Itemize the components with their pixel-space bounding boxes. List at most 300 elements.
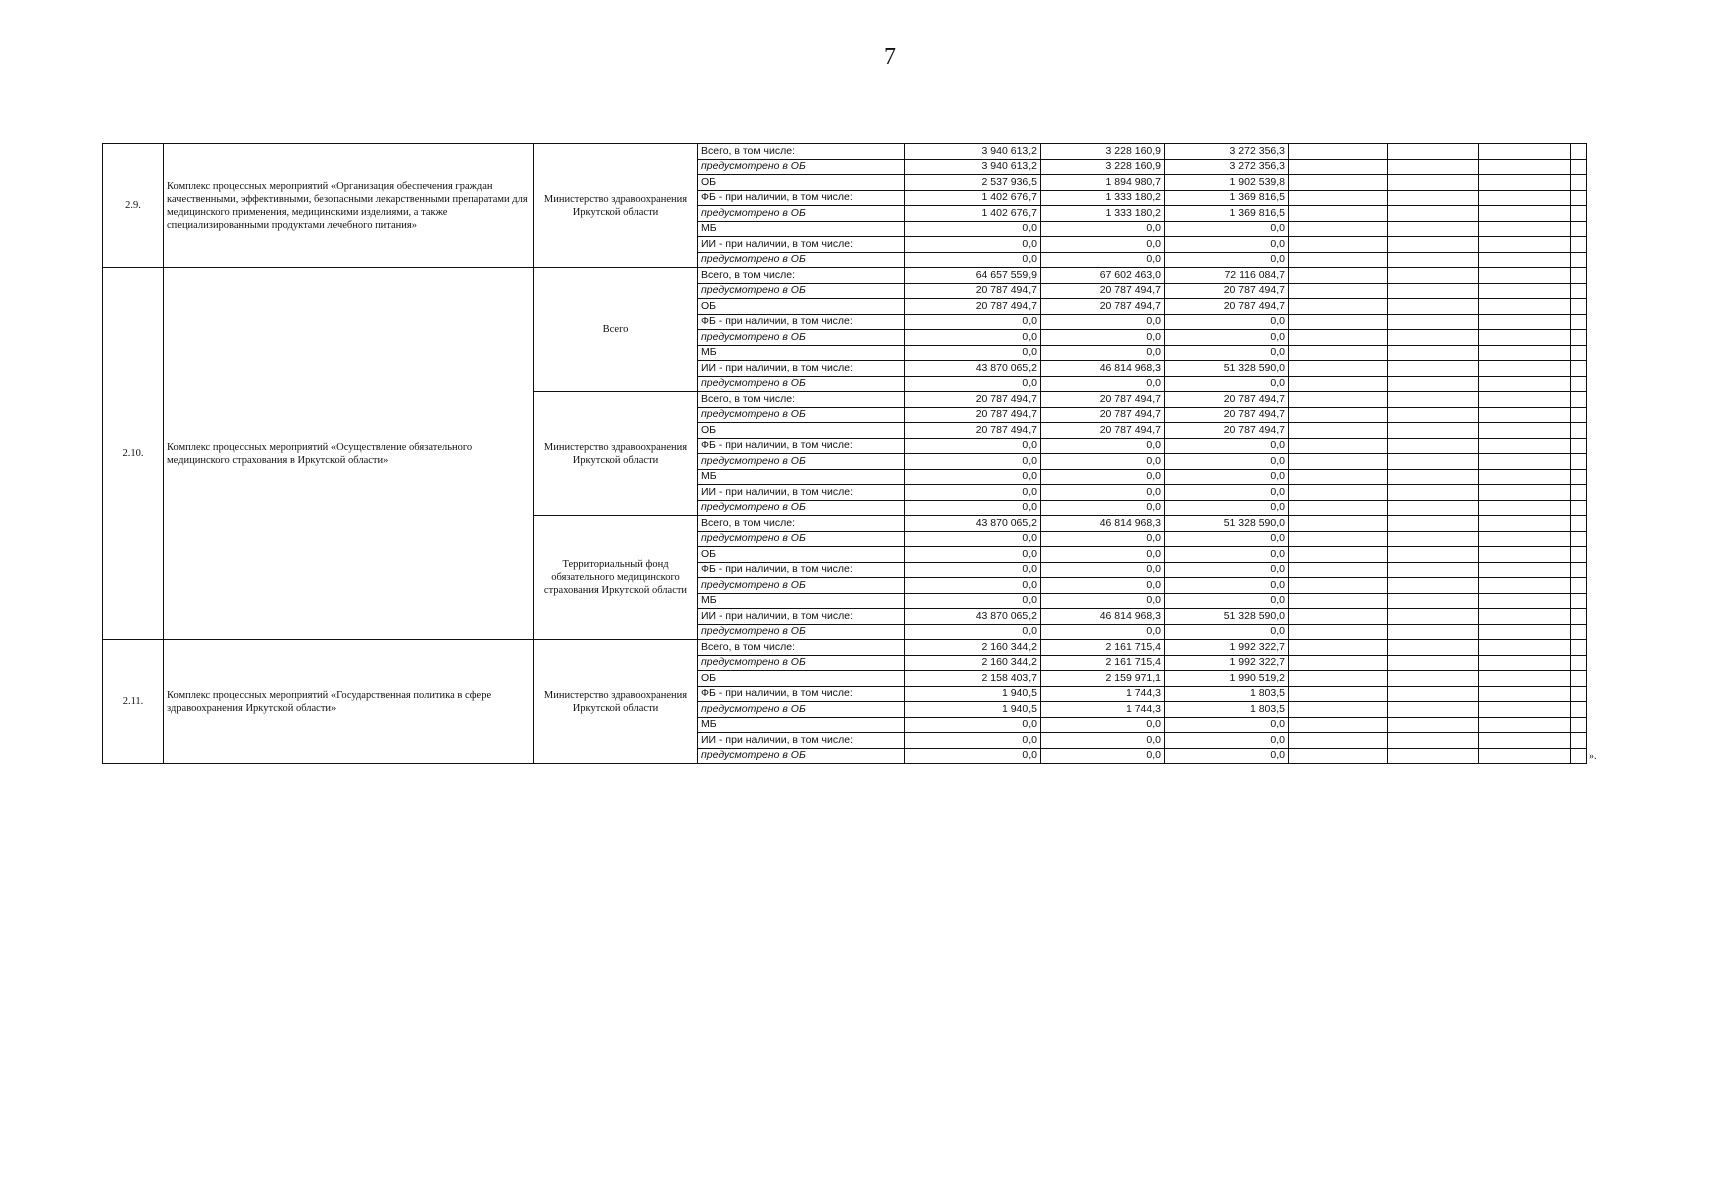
amount-cell: 0,0 — [1165, 624, 1289, 640]
amount-cell: 0,0 — [1041, 438, 1165, 454]
amount-cell: 20 787 494,7 — [905, 423, 1041, 439]
empty-cell — [1289, 423, 1388, 439]
empty-cell — [1388, 438, 1479, 454]
amount-cell: 1 894 980,7 — [1041, 175, 1165, 191]
empty-cell — [1479, 733, 1571, 749]
empty-cell — [1479, 314, 1571, 330]
empty-cell — [1289, 392, 1388, 408]
amount-cell: 0,0 — [1041, 237, 1165, 253]
funding-source: ИИ - при наличии, в том числе: — [698, 485, 905, 501]
amount-cell: 0,0 — [1165, 438, 1289, 454]
empty-cell — [1479, 299, 1571, 315]
empty-cell — [1388, 469, 1479, 485]
empty-cell — [1388, 299, 1479, 315]
funding-source: предусмотрено в ОБ — [698, 702, 905, 718]
empty-cell — [1571, 624, 1587, 640]
amount-cell: 1 990 519,2 — [1165, 671, 1289, 687]
executor-name: Территориальный фонд обязательного медицинского страхования Иркутской области — [534, 516, 698, 640]
funding-source: Всего, в том числе: — [698, 144, 905, 160]
empty-cell — [1289, 655, 1388, 671]
empty-cell — [1479, 500, 1571, 516]
empty-cell — [1479, 547, 1571, 563]
empty-cell — [1479, 159, 1571, 175]
amount-cell: 0,0 — [1041, 562, 1165, 578]
empty-cell — [1571, 438, 1587, 454]
amount-cell: 0,0 — [1165, 531, 1289, 547]
amount-cell: 20 787 494,7 — [1165, 283, 1289, 299]
empty-cell — [1388, 206, 1479, 222]
empty-cell — [1479, 578, 1571, 594]
empty-cell — [1289, 748, 1388, 764]
closing-quote-mark: ». — [1589, 751, 1597, 762]
empty-cell — [1571, 640, 1587, 656]
funding-source: предусмотрено в ОБ — [698, 159, 905, 175]
amount-cell: 0,0 — [905, 469, 1041, 485]
empty-cell — [1571, 144, 1587, 160]
empty-cell — [1571, 392, 1587, 408]
empty-cell — [1289, 221, 1388, 237]
empty-cell — [1289, 376, 1388, 392]
funding-source: Всего, в том числе: — [698, 392, 905, 408]
amount-cell: 0,0 — [905, 547, 1041, 563]
empty-cell — [1289, 454, 1388, 470]
empty-cell — [1388, 423, 1479, 439]
funding-source: предусмотрено в ОБ — [698, 748, 905, 764]
empty-cell — [1388, 531, 1479, 547]
amount-cell: 0,0 — [905, 531, 1041, 547]
empty-cell — [1289, 268, 1388, 284]
empty-cell — [1571, 221, 1587, 237]
amount-cell: 0,0 — [905, 221, 1041, 237]
empty-cell — [1479, 407, 1571, 423]
empty-cell — [1289, 361, 1388, 377]
empty-cell — [1289, 702, 1388, 718]
empty-cell — [1479, 655, 1571, 671]
amount-cell: 1 333 180,2 — [1041, 206, 1165, 222]
empty-cell — [1571, 159, 1587, 175]
amount-cell: 0,0 — [1041, 624, 1165, 640]
empty-cell — [1571, 686, 1587, 702]
funding-source: ФБ - при наличии, в том числе: — [698, 562, 905, 578]
amount-cell: 20 787 494,7 — [1165, 407, 1289, 423]
funding-source: предусмотрено в ОБ — [698, 376, 905, 392]
amount-cell: 43 870 065,2 — [905, 516, 1041, 532]
empty-cell — [1571, 748, 1587, 764]
empty-cell — [1289, 252, 1388, 268]
amount-cell: 43 870 065,2 — [905, 361, 1041, 377]
funding-source: предусмотрено в ОБ — [698, 578, 905, 594]
amount-cell: 3 228 160,9 — [1041, 159, 1165, 175]
amount-cell: 0,0 — [905, 717, 1041, 733]
table-row — [103, 640, 1587, 656]
funding-source: ФБ - при наличии, в том числе: — [698, 190, 905, 206]
empty-cell — [1388, 454, 1479, 470]
empty-cell — [1571, 609, 1587, 625]
amount-cell: 0,0 — [905, 485, 1041, 501]
empty-cell — [1388, 190, 1479, 206]
amount-cell: 2 161 715,4 — [1041, 655, 1165, 671]
funding-source: предусмотрено в ОБ — [698, 252, 905, 268]
empty-cell — [1388, 361, 1479, 377]
amount-cell: 3 272 356,3 — [1165, 144, 1289, 160]
empty-cell — [1388, 500, 1479, 516]
amount-cell: 0,0 — [1041, 593, 1165, 609]
measure-name: Комплекс процессных мероприятий «Организация обеспечения граждан качественными, эффективными, безопасными лекарственными препаратами для медицинского применения, медицинскими изделиями, а также специализированными продуктами лечебного питания» — [164, 144, 534, 268]
empty-cell — [1479, 237, 1571, 253]
empty-cell — [1479, 671, 1571, 687]
empty-cell — [1388, 702, 1479, 718]
amount-cell: 0,0 — [905, 578, 1041, 594]
amount-cell: 0,0 — [1165, 500, 1289, 516]
empty-cell — [1571, 469, 1587, 485]
empty-cell — [1479, 376, 1571, 392]
empty-cell — [1479, 640, 1571, 656]
funding-source: предусмотрено в ОБ — [698, 500, 905, 516]
empty-cell — [1388, 547, 1479, 563]
amount-cell: 0,0 — [1165, 562, 1289, 578]
amount-cell: 2 161 715,4 — [1041, 640, 1165, 656]
empty-cell — [1289, 299, 1388, 315]
empty-cell — [1479, 624, 1571, 640]
empty-cell — [1571, 485, 1587, 501]
empty-cell — [1571, 190, 1587, 206]
amount-cell: 20 787 494,7 — [1165, 423, 1289, 439]
amount-cell: 46 814 968,3 — [1041, 361, 1165, 377]
empty-cell — [1289, 345, 1388, 361]
funding-source: Всего, в том числе: — [698, 268, 905, 284]
empty-cell — [1289, 144, 1388, 160]
empty-cell — [1388, 252, 1479, 268]
empty-cell — [1571, 268, 1587, 284]
empty-cell — [1388, 578, 1479, 594]
empty-cell — [1571, 423, 1587, 439]
empty-cell — [1388, 237, 1479, 253]
empty-cell — [1479, 175, 1571, 191]
page-number: 7 — [884, 44, 896, 70]
empty-cell — [1571, 175, 1587, 191]
empty-cell — [1571, 345, 1587, 361]
measure-name: Комплекс процессных мероприятий «Осуществление обязательного медицинского страхования в Иркутской области» — [164, 268, 534, 640]
empty-cell — [1388, 671, 1479, 687]
amount-cell: 0,0 — [1041, 330, 1165, 346]
empty-cell — [1289, 500, 1388, 516]
funding-source: предусмотрено в ОБ — [698, 531, 905, 547]
empty-cell — [1571, 283, 1587, 299]
amount-cell: 1 744,3 — [1041, 686, 1165, 702]
funding-source: ФБ - при наличии, в том числе: — [698, 314, 905, 330]
amount-cell: 0,0 — [1041, 454, 1165, 470]
empty-cell — [1479, 221, 1571, 237]
amount-cell: 0,0 — [905, 454, 1041, 470]
empty-cell — [1571, 252, 1587, 268]
amount-cell: 2 537 936,5 — [905, 175, 1041, 191]
empty-cell — [1479, 438, 1571, 454]
amount-cell: 0,0 — [1165, 485, 1289, 501]
amount-cell: 2 160 344,2 — [905, 640, 1041, 656]
amount-cell: 0,0 — [1041, 547, 1165, 563]
amount-cell: 1 369 816,5 — [1165, 206, 1289, 222]
amount-cell: 1 803,5 — [1165, 702, 1289, 718]
empty-cell — [1289, 190, 1388, 206]
empty-cell — [1571, 330, 1587, 346]
funding-source: МБ — [698, 221, 905, 237]
empty-cell — [1479, 748, 1571, 764]
empty-cell — [1571, 733, 1587, 749]
empty-cell — [1289, 469, 1388, 485]
amount-cell: 1 402 676,7 — [905, 206, 1041, 222]
empty-cell — [1388, 640, 1479, 656]
empty-cell — [1479, 144, 1571, 160]
empty-cell — [1479, 330, 1571, 346]
amount-cell: 2 160 344,2 — [905, 655, 1041, 671]
empty-cell — [1479, 516, 1571, 532]
empty-cell — [1388, 376, 1479, 392]
empty-cell — [1388, 562, 1479, 578]
amount-cell: 0,0 — [1041, 485, 1165, 501]
amount-cell: 1 803,5 — [1165, 686, 1289, 702]
amount-cell: 0,0 — [905, 345, 1041, 361]
funding-table — [102, 143, 1587, 764]
empty-cell — [1289, 686, 1388, 702]
empty-cell — [1479, 454, 1571, 470]
empty-cell — [1289, 438, 1388, 454]
table-row — [103, 144, 1587, 160]
amount-cell: 20 787 494,7 — [1041, 423, 1165, 439]
funding-source: ФБ - при наличии, в том числе: — [698, 686, 905, 702]
empty-cell — [1479, 531, 1571, 547]
empty-cell — [1388, 686, 1479, 702]
empty-cell — [1388, 330, 1479, 346]
amount-cell: 20 787 494,7 — [1041, 283, 1165, 299]
amount-cell: 20 787 494,7 — [905, 299, 1041, 315]
empty-cell — [1388, 593, 1479, 609]
amount-cell: 72 116 084,7 — [1165, 268, 1289, 284]
empty-cell — [1571, 500, 1587, 516]
funding-source: Всего, в том числе: — [698, 516, 905, 532]
amount-cell: 0,0 — [905, 733, 1041, 749]
amount-cell: 0,0 — [1165, 314, 1289, 330]
amount-cell: 51 328 590,0 — [1165, 361, 1289, 377]
amount-cell: 0,0 — [1165, 593, 1289, 609]
empty-cell — [1289, 330, 1388, 346]
empty-cell — [1388, 175, 1479, 191]
amount-cell: 1 940,5 — [905, 686, 1041, 702]
amount-cell: 0,0 — [1165, 376, 1289, 392]
empty-cell — [1571, 314, 1587, 330]
funding-source: предусмотрено в ОБ — [698, 283, 905, 299]
empty-cell — [1479, 469, 1571, 485]
empty-cell — [1571, 547, 1587, 563]
empty-cell — [1571, 376, 1587, 392]
amount-cell: 0,0 — [905, 237, 1041, 253]
amount-cell: 0,0 — [1165, 733, 1289, 749]
empty-cell — [1289, 237, 1388, 253]
empty-cell — [1388, 268, 1479, 284]
empty-cell — [1479, 686, 1571, 702]
amount-cell: 43 870 065,2 — [905, 609, 1041, 625]
empty-cell — [1571, 671, 1587, 687]
funding-source: предусмотрено в ОБ — [698, 655, 905, 671]
empty-cell — [1388, 733, 1479, 749]
section-number: 2.11. — [103, 640, 164, 764]
empty-cell — [1479, 283, 1571, 299]
amount-cell: 0,0 — [1041, 531, 1165, 547]
empty-cell — [1388, 221, 1479, 237]
empty-cell — [1571, 361, 1587, 377]
amount-cell: 20 787 494,7 — [1041, 407, 1165, 423]
empty-cell — [1571, 516, 1587, 532]
empty-cell — [1479, 717, 1571, 733]
funding-source: Всего, в том числе: — [698, 640, 905, 656]
funding-source: ОБ — [698, 547, 905, 563]
amount-cell: 3 228 160,9 — [1041, 144, 1165, 160]
empty-cell — [1479, 562, 1571, 578]
empty-cell — [1571, 407, 1587, 423]
amount-cell: 51 328 590,0 — [1165, 516, 1289, 532]
empty-cell — [1388, 392, 1479, 408]
amount-cell: 20 787 494,7 — [1165, 392, 1289, 408]
funding-source: предусмотрено в ОБ — [698, 206, 905, 222]
executor-name: Министерство здравоохранения Иркутской области — [534, 392, 698, 516]
empty-cell — [1289, 624, 1388, 640]
empty-cell — [1571, 206, 1587, 222]
amount-cell: 0,0 — [1041, 314, 1165, 330]
amount-cell: 46 814 968,3 — [1041, 516, 1165, 532]
empty-cell — [1388, 748, 1479, 764]
amount-cell: 1 902 539,8 — [1165, 175, 1289, 191]
amount-cell: 0,0 — [905, 562, 1041, 578]
empty-cell — [1388, 655, 1479, 671]
executor-name: Министерство здравоохранения Иркутской области — [534, 144, 698, 268]
amount-cell: 0,0 — [1165, 454, 1289, 470]
empty-cell — [1289, 609, 1388, 625]
empty-cell — [1289, 283, 1388, 299]
funding-source: ФБ - при наличии, в том числе: — [698, 438, 905, 454]
amount-cell: 0,0 — [1165, 237, 1289, 253]
empty-cell — [1479, 392, 1571, 408]
table-row — [103, 268, 1587, 284]
funding-source: предусмотрено в ОБ — [698, 624, 905, 640]
empty-cell — [1388, 624, 1479, 640]
amount-cell: 2 158 403,7 — [905, 671, 1041, 687]
funding-source: МБ — [698, 593, 905, 609]
amount-cell: 0,0 — [1165, 469, 1289, 485]
amount-cell: 67 602 463,0 — [1041, 268, 1165, 284]
empty-cell — [1571, 655, 1587, 671]
empty-cell — [1571, 593, 1587, 609]
empty-cell — [1479, 345, 1571, 361]
funding-source: ИИ - при наличии, в том числе: — [698, 733, 905, 749]
empty-cell — [1289, 407, 1388, 423]
empty-cell — [1289, 531, 1388, 547]
empty-cell — [1388, 609, 1479, 625]
funding-source: ИИ - при наличии, в том числе: — [698, 609, 905, 625]
amount-cell: 0,0 — [1041, 578, 1165, 594]
empty-cell — [1289, 733, 1388, 749]
amount-cell: 0,0 — [1041, 717, 1165, 733]
funding-source: ОБ — [698, 423, 905, 439]
amount-cell: 0,0 — [905, 624, 1041, 640]
measure-name: Комплекс процессных мероприятий «Государственная политика в сфере здравоохранения Иркутской области» — [164, 640, 534, 764]
empty-cell — [1479, 702, 1571, 718]
empty-cell — [1289, 516, 1388, 532]
funding-source: предусмотрено в ОБ — [698, 454, 905, 470]
empty-cell — [1388, 283, 1479, 299]
executor-name: Всего — [534, 268, 698, 392]
executor-name: Министерство здравоохранения Иркутской области — [534, 640, 698, 764]
amount-cell: 0,0 — [1165, 330, 1289, 346]
empty-cell — [1388, 314, 1479, 330]
amount-cell: 2 159 971,1 — [1041, 671, 1165, 687]
empty-cell — [1479, 190, 1571, 206]
empty-cell — [1289, 593, 1388, 609]
amount-cell: 0,0 — [1041, 252, 1165, 268]
amount-cell: 0,0 — [1041, 733, 1165, 749]
empty-cell — [1571, 717, 1587, 733]
amount-cell: 0,0 — [1041, 376, 1165, 392]
funding-source: предусмотрено в ОБ — [698, 407, 905, 423]
amount-cell: 1 333 180,2 — [1041, 190, 1165, 206]
empty-cell — [1571, 299, 1587, 315]
amount-cell: 0,0 — [905, 748, 1041, 764]
empty-cell — [1479, 423, 1571, 439]
empty-cell — [1479, 609, 1571, 625]
amount-cell: 20 787 494,7 — [905, 392, 1041, 408]
empty-cell — [1388, 407, 1479, 423]
amount-cell: 1 940,5 — [905, 702, 1041, 718]
amount-cell: 0,0 — [1041, 345, 1165, 361]
empty-cell — [1388, 485, 1479, 501]
funding-source: МБ — [698, 469, 905, 485]
empty-cell — [1571, 562, 1587, 578]
empty-cell — [1289, 485, 1388, 501]
funding-source: МБ — [698, 717, 905, 733]
empty-cell — [1571, 454, 1587, 470]
amount-cell: 1 369 816,5 — [1165, 190, 1289, 206]
amount-cell: 0,0 — [905, 252, 1041, 268]
amount-cell: 0,0 — [1041, 500, 1165, 516]
funding-source: ИИ - при наличии, в том числе: — [698, 361, 905, 377]
empty-cell — [1571, 237, 1587, 253]
amount-cell: 51 328 590,0 — [1165, 609, 1289, 625]
empty-cell — [1571, 531, 1587, 547]
funding-source: МБ — [698, 345, 905, 361]
amount-cell: 0,0 — [1041, 469, 1165, 485]
empty-cell — [1289, 314, 1388, 330]
amount-cell: 0,0 — [905, 330, 1041, 346]
empty-cell — [1289, 671, 1388, 687]
empty-cell — [1289, 159, 1388, 175]
amount-cell: 1 402 676,7 — [905, 190, 1041, 206]
amount-cell: 20 787 494,7 — [905, 407, 1041, 423]
amount-cell: 0,0 — [1165, 345, 1289, 361]
funding-source: ОБ — [698, 671, 905, 687]
empty-cell — [1388, 717, 1479, 733]
empty-cell — [1388, 516, 1479, 532]
empty-cell — [1479, 361, 1571, 377]
amount-cell: 1 992 322,7 — [1165, 640, 1289, 656]
section-number: 2.10. — [103, 268, 164, 640]
empty-cell — [1571, 578, 1587, 594]
amount-cell: 0,0 — [1165, 717, 1289, 733]
amount-cell: 3 940 613,2 — [905, 159, 1041, 175]
amount-cell: 0,0 — [905, 593, 1041, 609]
amount-cell: 1 744,3 — [1041, 702, 1165, 718]
empty-cell — [1388, 345, 1479, 361]
empty-cell — [1289, 547, 1388, 563]
empty-cell — [1289, 206, 1388, 222]
amount-cell: 20 787 494,7 — [1165, 299, 1289, 315]
